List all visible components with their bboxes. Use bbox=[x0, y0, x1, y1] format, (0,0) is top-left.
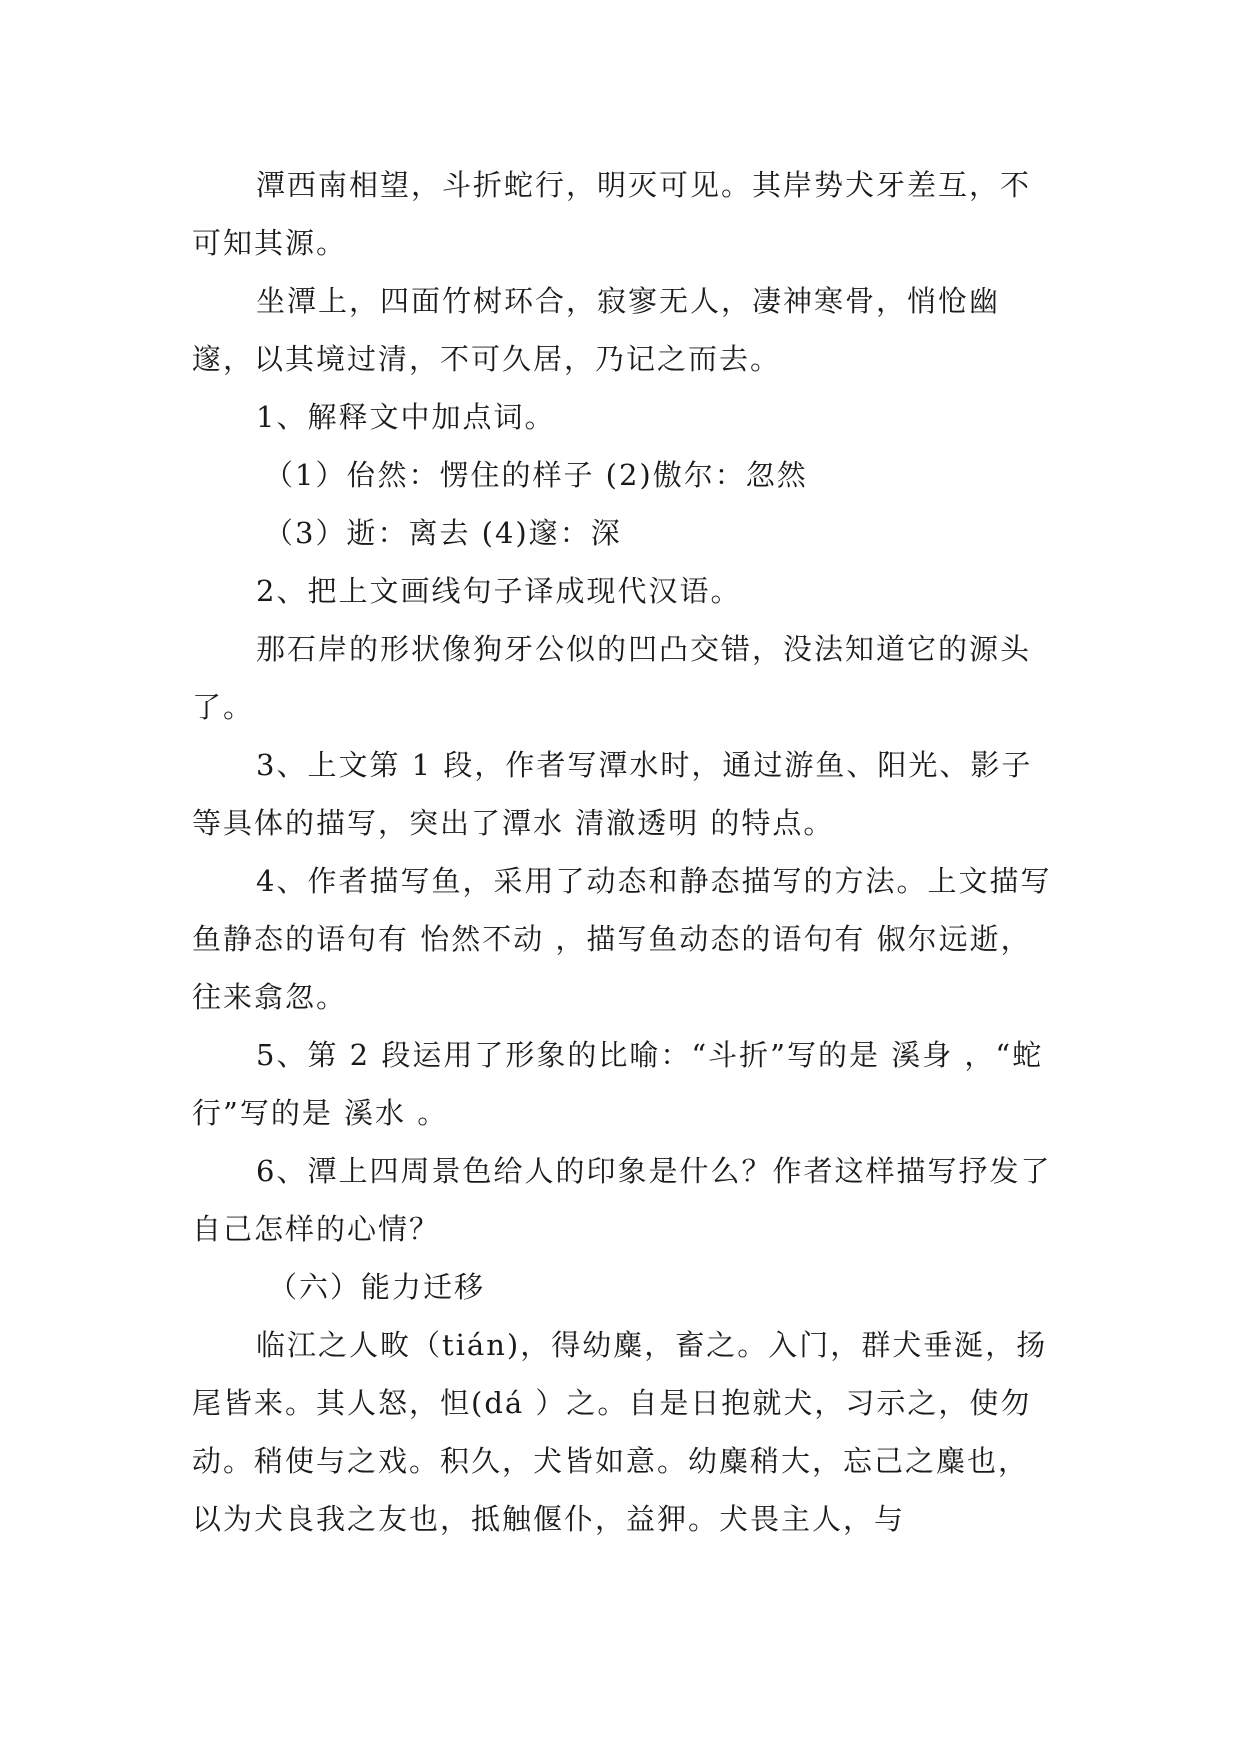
question-1: 1、解释文中加点词。 bbox=[256, 400, 556, 434]
paragraph-1: 潭西南相望，斗折蛇行，明灭可见。其岸势犬牙差互，不可知其源。 bbox=[192, 168, 1032, 260]
answer-1a: （1）佁然：愣住的样子 (2)傲尔：忽然 bbox=[264, 458, 808, 492]
question-4: 4、作者描写鱼，采用了动态和静态描写的方法。上文描写鱼静态的语句有 怡然不动 ，描写鱼动态的语句有 俶尔远逝，往来翕忽。 bbox=[192, 864, 1052, 1014]
question-2: 2、把上文画线句子译成现代汉语。 bbox=[256, 574, 742, 608]
answer-1b: （3）逝：离去 (4)邃：深 bbox=[264, 516, 622, 550]
document-body bbox=[192, 156, 1052, 1548]
question-5: 5、第 2 段运用了形象的比喻：“斗折”写的是 溪身 ，“蛇行”写的是 溪水 。 bbox=[192, 1038, 1044, 1130]
paragraph-2: 坐潭上，四面竹树环合，寂寥无人，凄神寒骨，悄怆幽邃，以其境过清，不可久居，乃记之而去。 bbox=[192, 284, 1001, 376]
question-6: 6、潭上四周景色给人的印象是什么？作者这样描写抒发了自己怎样的心情？ bbox=[192, 1154, 1052, 1246]
reading-passage: 临江之人畋（tián)，得幼麋，畜之。入门，群犬垂涎，扬尾皆来。其人怒，怛(dá ）之。自是日抱就犬，习示之，使勿动。稍使与之戏。积久，犬皆如意。幼麋稍大，忘己之麋也，以为犬良我之友也，抵触偃仆，益狎。犬畏主人，与 bbox=[192, 1328, 1048, 1536]
answer-2: 那石岸的形状像狗牙公似的凹凸交错，没法知道它的源头了。 bbox=[192, 632, 1032, 724]
section-heading: （六）能力迁移 bbox=[268, 1270, 486, 1304]
question-3: 3、上文第 1 段，作者写潭水时，通过游鱼、阳光、影子等具体的描写，突出了潭水 清澈透明 的特点。 bbox=[192, 748, 1033, 840]
